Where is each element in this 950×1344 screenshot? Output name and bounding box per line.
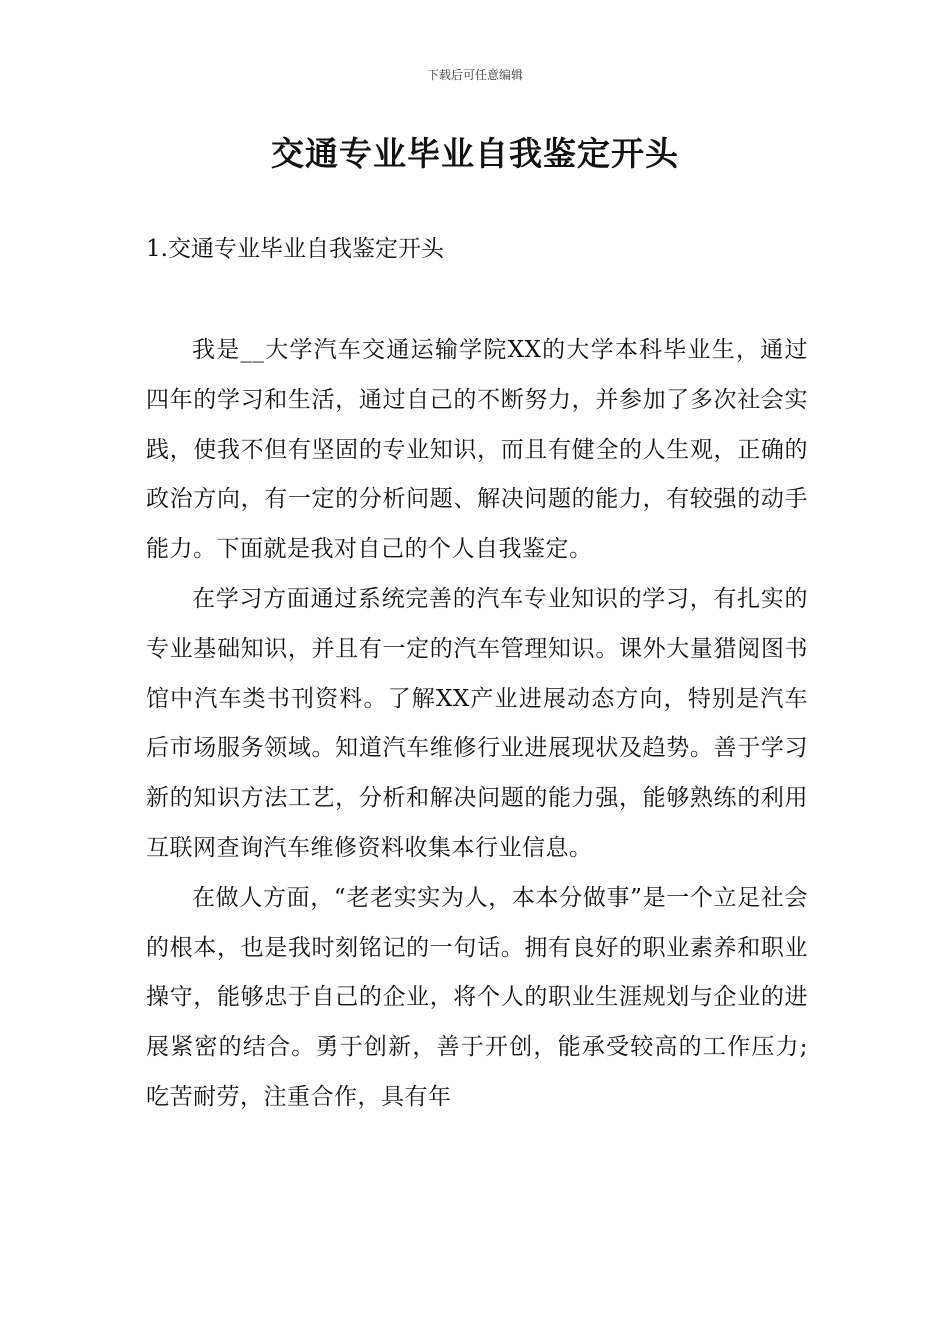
document-body (146, 326, 808, 1123)
document-title: 交通专业毕业自我鉴定开头 (271, 134, 679, 173)
section-heading: 1.交通专业毕业自我鉴定开头 (146, 236, 444, 262)
header-note: 下载后可任意编辑 (426, 68, 523, 82)
paragraph-study: 在学习方面通过系统完善的汽车专业知识的学习，有扎实的专业基础知识，并且有一定的汽车管理知识。课外大量猎阅图书馆中汽车类书刊资料。了解XX产业进展动态方向，特别是汽车后市场服务领域。知道汽车维修行业进展现状及趋势。善于学习新的知识方法工艺，分析和解决问题的能力强，能够熟练的利用互联网查询汽车维修资料收集本行业信息。 (146, 585, 808, 861)
paragraph-character: 在做人方面，“老老实实为人，本本分做事”是一个立足社会的根本，也是我时刻铭记的一句话。拥有良好的职业素养和职业操守，能够忠于自己的企业，将个人的职业生涯规划与企业的进展紧密的结合。勇于创新，善于开创，能承受较高的工作压力;吃苦耐劳，注重合作，具有年 (146, 884, 808, 1110)
paragraph-intro: 我是__大学汽车交通运输学院XX的大学本科毕业生，通过四年的学习和生活，通过自己的不断努力，并参加了多次社会实践，使我不但有坚固的专业知识，而且有健全的人生观，正确的政治方向，有一定的分析问题、解决问题的能力，有较强的动手能力。下面就是我对自己的个人自我鉴定。 (146, 337, 808, 563)
